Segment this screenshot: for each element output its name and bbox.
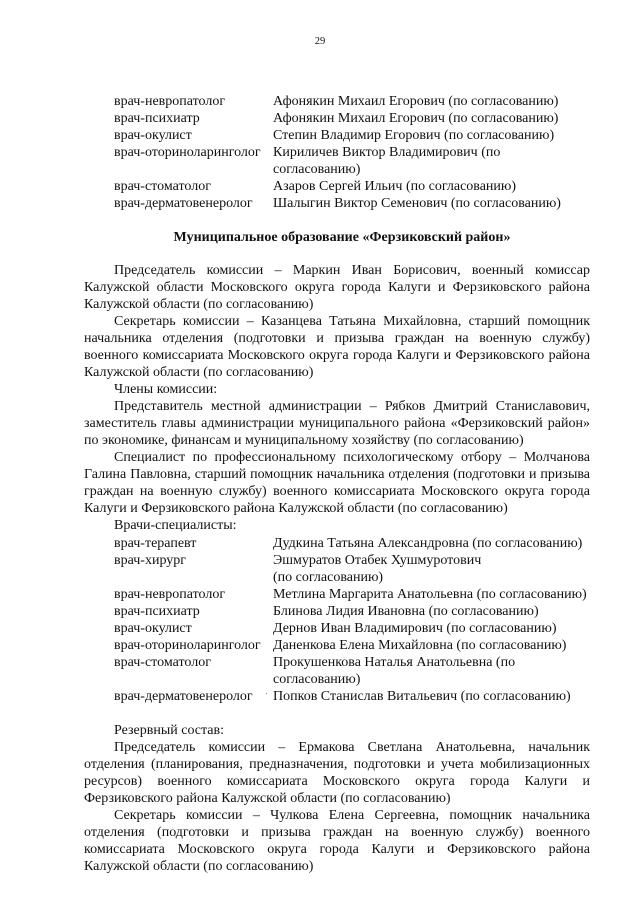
- reserve-secretary-paragraph: Секретарь комиссии – Чулкова Елена Сергеевна, помощник начальника отделения (подготовки и призыва граждан на военную службу) военного комиссариата Московского округа города Калуги и Ферзиковского района Калужской области (по согласованию): [84, 808, 590, 874]
- psych-specialist-paragraph: Специалист по профессиональному психологическому отбору – Молчанова Галина Павловна, старший помощник начальника отделения (подготовки и призыва граждан на военную службу) военного комиссариата Московского округа города Калуги и Ферзиковского района Калужской области (по согласованию): [84, 450, 590, 516]
- doctor-name: Дудкина Татьяна Александровна (по согласованию): [273, 536, 583, 551]
- section-heading: Муниципальное образование «Ферзиковский район»: [173, 230, 511, 245]
- doctor-name: Блинова Лидия Ивановна (по согласованию): [273, 604, 539, 619]
- secretary-paragraph: Секретарь комиссии – Казанцева Татьяна Михайловна, старший помощник начальника отделения (подготовки и призыва граждан на военную службу) военного комиссариата Московского округа города Калуги и Ферзиковского района Калужской области (по согласованию): [84, 314, 590, 380]
- doctor-name: Афонякин Михаил Егорович (по согласованию): [273, 111, 559, 126]
- doctor-row: [84, 178, 590, 195]
- doctor-row: [84, 654, 590, 688]
- doctor-name: Шалыгин Виктор Семенович (по согласованию): [273, 196, 561, 211]
- doctor-name: Дернов Иван Владимирович (по согласованию): [273, 621, 557, 636]
- doctor-name: Метлина Маргарита Анатольевна (по согласованию): [273, 587, 587, 602]
- doctor-row: [84, 637, 590, 654]
- members-label: Члены комиссии:: [114, 382, 218, 397]
- doctor-row: [84, 127, 590, 144]
- doctors-label: Врачи-специалисты:: [114, 518, 237, 533]
- doctor-name: Кириличев Виктор Владимирович (по согласованию): [273, 145, 501, 177]
- doctor-row: [84, 620, 590, 637]
- doctor-row: [84, 688, 590, 705]
- doctor-role: врач-психиатр: [114, 604, 200, 619]
- reserve-label: Резервный состав:: [114, 723, 225, 738]
- doctor-role: врач-стоматолог: [114, 655, 211, 670]
- doctor-name: Попков Станислав Витальевич (по согласованию): [273, 689, 571, 704]
- local-admin-paragraph: Представитель местной администрации – Рябков Дмитрий Станиславович, заместитель главы администрации муниципального района «Ферзиковский район» по экономике, финансам и муниципальному хозяйству (по согласованию): [84, 399, 590, 448]
- doctor-role: врач-дерматовенеролог: [114, 196, 253, 211]
- page-number: 29: [314, 36, 326, 47]
- doctor-role: врач-хирург: [114, 553, 187, 568]
- doctor-role: врач-психиатр: [114, 111, 200, 126]
- scan-speck: [266, 693, 267, 694]
- doctor-role: врач-окулист: [114, 621, 192, 636]
- doctor-role: врач-невропатолог: [114, 587, 226, 602]
- doctor-row: [84, 586, 590, 603]
- doctor-name: Афонякин Михаил Егорович (по согласованию): [273, 94, 559, 109]
- doctor-row: [84, 93, 590, 110]
- doctor-name: Азаров Сергей Ильич (по согласованию): [273, 179, 517, 194]
- doctor-name: Прокушенкова Наталья Анатольевна (по согласованию): [273, 655, 516, 687]
- doctor-role: врач-невропатолог: [114, 94, 226, 109]
- doctor-name: Эшмуратов Отабек Хушмуротович (по согласованию): [273, 553, 482, 585]
- doctor-list-ferzikovo: [84, 535, 590, 705]
- doctor-row: [84, 535, 590, 552]
- doctor-row: [84, 603, 590, 620]
- doctor-row: [84, 552, 590, 586]
- doctor-row: [84, 195, 590, 212]
- doctor-list-previous: [84, 93, 590, 212]
- doctor-role: врач-дерматовенеролог: [114, 689, 253, 704]
- doctor-role: врач-оториноларинголог: [114, 638, 261, 653]
- doctor-row: [84, 144, 590, 178]
- doctor-name: Даненкова Елена Михайловна (по согласованию): [273, 638, 567, 653]
- doctor-role: врач-оториноларинголог: [114, 145, 261, 160]
- doctor-role: врач-терапевт: [114, 536, 197, 551]
- chairman-paragraph: Председатель комиссии – Маркин Иван Борисович, военный комиссар Калужской области Московского округа города Калуги и Ферзиковского района Калужской области (по согласованию): [84, 263, 590, 312]
- doctor-row: [84, 110, 590, 127]
- doctor-role: врач-окулист: [114, 128, 192, 143]
- doctor-role: врач-стоматолог: [114, 179, 211, 194]
- reserve-chairman-paragraph: Председатель комиссии – Ермакова Светлана Анатольевна, начальник отделения (планирования, предназначения, подготовки и учета мобилизационных ресурсов) военного комиссариата Московского округа города Калуги и Ферзиковского района Калужской области (по согласованию): [84, 740, 590, 806]
- doctor-name: Степин Владимир Егорович (по согласованию): [273, 128, 555, 143]
- document-body: [84, 93, 590, 875]
